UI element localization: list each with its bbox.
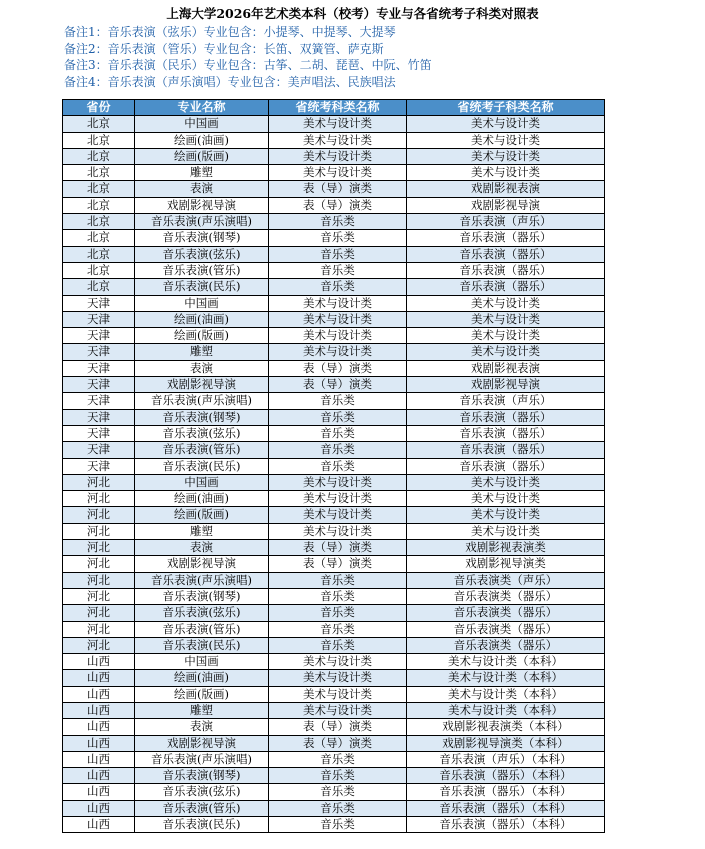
cell-exam-subcategory: 音乐表演（声乐） [407, 214, 605, 230]
cell-province: 山西 [63, 686, 135, 702]
cell-exam-subcategory: 美术与设计类 [407, 491, 605, 507]
table-row [63, 474, 605, 490]
cell-exam-subcategory: 戏剧影视导演 [407, 197, 605, 213]
cell-exam-subcategory: 美术与设计类 [407, 507, 605, 523]
cell-exam-subcategory: 戏剧影视表演类 [407, 540, 605, 556]
cell-province: 北京 [63, 214, 135, 230]
cell-exam-subcategory: 美术与设计类 [407, 523, 605, 539]
cell-exam-category: 音乐类 [269, 572, 407, 588]
cell-exam-category: 音乐类 [269, 588, 407, 604]
table-row [63, 768, 605, 784]
table-row [63, 132, 605, 148]
cell-exam-subcategory: 音乐表演（器乐） [407, 409, 605, 425]
cell-major: 音乐表演(钢琴) [135, 409, 269, 425]
table-row [63, 311, 605, 327]
cell-province: 河北 [63, 491, 135, 507]
cell-exam-category: 音乐类 [269, 817, 407, 833]
cell-exam-subcategory: 音乐表演类（器乐） [407, 605, 605, 621]
cell-province: 山西 [63, 702, 135, 718]
cell-province: 天津 [63, 311, 135, 327]
cell-major: 中国画 [135, 654, 269, 670]
table-row [63, 817, 605, 833]
cell-exam-subcategory: 美术与设计类 [407, 148, 605, 164]
cell-exam-subcategory: 音乐表演类（器乐） [407, 588, 605, 604]
cell-major: 音乐表演(弦乐) [135, 425, 269, 441]
table-row [63, 686, 605, 702]
cell-exam-category: 表（导）演类 [269, 556, 407, 572]
table-row [63, 181, 605, 197]
cell-exam-category: 音乐类 [269, 800, 407, 816]
cell-exam-subcategory: 戏剧影视表演 [407, 360, 605, 376]
cell-province: 天津 [63, 344, 135, 360]
table-row [63, 654, 605, 670]
cell-exam-category: 美术与设计类 [269, 148, 407, 164]
cell-major: 戏剧影视导演 [135, 197, 269, 213]
cell-exam-subcategory: 戏剧影视导演 [407, 377, 605, 393]
cell-exam-category: 音乐类 [269, 605, 407, 621]
table-row [63, 148, 605, 164]
cell-exam-category: 美术与设计类 [269, 311, 407, 327]
table-row [63, 556, 605, 572]
table-row [63, 491, 605, 507]
cell-exam-subcategory: 音乐表演（器乐） [407, 279, 605, 295]
table-row [63, 523, 605, 539]
cell-province: 北京 [63, 148, 135, 164]
cell-exam-category: 美术与设计类 [269, 116, 407, 132]
table-header [63, 100, 605, 116]
cell-province: 天津 [63, 360, 135, 376]
column-header-province: 省份 [63, 100, 135, 116]
cell-province: 山西 [63, 784, 135, 800]
cell-province: 北京 [63, 230, 135, 246]
cell-exam-subcategory: 音乐表演类（器乐） [407, 637, 605, 653]
cell-exam-category: 表（导）演类 [269, 377, 407, 393]
cell-exam-category: 美术与设计类 [269, 702, 407, 718]
column-header-exam-category: 省统考科类名称 [269, 100, 407, 116]
cell-major: 音乐表演(声乐演唱) [135, 572, 269, 588]
document-title: 上海大学2026年艺术类本科（校考）专业与各省统考子科类对照表 [166, 6, 539, 21]
table-row [63, 262, 605, 278]
cell-exam-subcategory: 戏剧影视导演类（本科） [407, 735, 605, 751]
table-row [63, 605, 605, 621]
cell-province: 北京 [63, 165, 135, 181]
note-line: 备注1：音乐表演（弦乐）专业包含：小提琴、中提琴、大提琴 [64, 25, 396, 39]
cell-exam-subcategory: 美术与设计类（本科） [407, 702, 605, 718]
table-row [63, 197, 605, 213]
cell-exam-category: 音乐类 [269, 279, 407, 295]
cell-exam-category: 美术与设计类 [269, 165, 407, 181]
cell-exam-subcategory: 美术与设计类（本科） [407, 654, 605, 670]
cell-exam-category: 表（导）演类 [269, 735, 407, 751]
cell-exam-subcategory: 音乐表演（器乐） [407, 425, 605, 441]
table-row [63, 670, 605, 686]
cell-major: 绘画(版画) [135, 686, 269, 702]
cell-major: 音乐表演(管乐) [135, 621, 269, 637]
note-line: 备注4：音乐表演（声乐演唱）专业包含：美声唱法、民族唱法 [64, 74, 396, 89]
cell-major: 戏剧影视导演 [135, 735, 269, 751]
cell-major: 音乐表演(弦乐) [135, 784, 269, 800]
cell-exam-subcategory: 音乐表演（器乐） [407, 458, 605, 474]
cell-exam-subcategory: 音乐表演（声乐）（本科） [407, 751, 605, 767]
cell-province: 河北 [63, 523, 135, 539]
cell-major: 雕塑 [135, 702, 269, 718]
cell-exam-category: 美术与设计类 [269, 507, 407, 523]
cell-exam-subcategory: 音乐表演类（器乐） [407, 621, 605, 637]
cell-major: 音乐表演(民乐) [135, 637, 269, 653]
cell-exam-category: 音乐类 [269, 409, 407, 425]
table-row [63, 719, 605, 735]
cell-major: 中国画 [135, 295, 269, 311]
cell-province: 山西 [63, 800, 135, 816]
cell-province: 山西 [63, 751, 135, 767]
cell-major: 绘画(油画) [135, 670, 269, 686]
cell-province: 天津 [63, 409, 135, 425]
cell-exam-subcategory: 美术与设计类 [407, 132, 605, 148]
cell-province: 北京 [63, 197, 135, 213]
cell-major: 绘画(版画) [135, 328, 269, 344]
cell-exam-category: 表（导）演类 [269, 719, 407, 735]
cell-province: 山西 [63, 670, 135, 686]
cell-major: 中国画 [135, 474, 269, 490]
table-row [63, 116, 605, 132]
cell-exam-category: 美术与设计类 [269, 523, 407, 539]
cell-exam-subcategory: 美术与设计类 [407, 311, 605, 327]
cell-exam-category: 美术与设计类 [269, 491, 407, 507]
cell-exam-subcategory: 美术与设计类 [407, 116, 605, 132]
cell-exam-subcategory: 戏剧影视导演类 [407, 556, 605, 572]
cell-exam-category: 音乐类 [269, 393, 407, 409]
table-row [63, 800, 605, 816]
cell-exam-category: 音乐类 [269, 425, 407, 441]
cell-exam-category: 音乐类 [269, 246, 407, 262]
cell-province: 山西 [63, 817, 135, 833]
cell-major: 音乐表演(钢琴) [135, 588, 269, 604]
cell-exam-category: 音乐类 [269, 262, 407, 278]
cell-province: 河北 [63, 474, 135, 490]
table-row [63, 230, 605, 246]
cell-exam-subcategory: 美术与设计类 [407, 328, 605, 344]
cell-major: 表演 [135, 719, 269, 735]
cell-major: 表演 [135, 540, 269, 556]
cell-exam-subcategory: 美术与设计类（本科） [407, 670, 605, 686]
table-row [63, 588, 605, 604]
cell-exam-subcategory: 音乐表演类（声乐） [407, 572, 605, 588]
table-row [63, 540, 605, 556]
table-row [63, 572, 605, 588]
table-row [63, 425, 605, 441]
table-body [63, 116, 605, 833]
cell-exam-subcategory: 音乐表演（器乐）（本科） [407, 817, 605, 833]
cell-exam-category: 表（导）演类 [269, 540, 407, 556]
table-row [63, 751, 605, 767]
table-row [63, 214, 605, 230]
cell-exam-subcategory: 音乐表演（器乐）（本科） [407, 784, 605, 800]
cell-major: 音乐表演(声乐演唱) [135, 214, 269, 230]
cell-province: 天津 [63, 442, 135, 458]
cell-exam-subcategory: 音乐表演（器乐） [407, 246, 605, 262]
cell-major: 音乐表演(弦乐) [135, 246, 269, 262]
table-row [63, 409, 605, 425]
cell-province: 河北 [63, 572, 135, 588]
cell-province: 河北 [63, 605, 135, 621]
cell-exam-category: 美术与设计类 [269, 344, 407, 360]
cell-major: 音乐表演(钢琴) [135, 768, 269, 784]
cell-exam-subcategory: 戏剧影视表演类（本科） [407, 719, 605, 735]
cell-province: 北京 [63, 262, 135, 278]
cell-major: 音乐表演(民乐) [135, 458, 269, 474]
note-line: 备注3：音乐表演（民乐）专业包含：古筝、二胡、琵琶、中阮、竹笛 [64, 58, 432, 72]
cell-major: 绘画(油画) [135, 311, 269, 327]
cell-exam-category: 美术与设计类 [269, 670, 407, 686]
mapping-table [62, 99, 605, 833]
cell-exam-subcategory: 音乐表演（器乐）（本科） [407, 768, 605, 784]
cell-exam-category: 音乐类 [269, 458, 407, 474]
table-row [63, 507, 605, 523]
cell-exam-category: 音乐类 [269, 784, 407, 800]
table-row [63, 621, 605, 637]
cell-major: 音乐表演(声乐演唱) [135, 751, 269, 767]
cell-province: 河北 [63, 540, 135, 556]
cell-major: 绘画(油画) [135, 491, 269, 507]
cell-exam-subcategory: 音乐表演（器乐） [407, 230, 605, 246]
cell-exam-subcategory: 音乐表演（器乐） [407, 442, 605, 458]
cell-province: 天津 [63, 393, 135, 409]
cell-exam-category: 音乐类 [269, 637, 407, 653]
table-row [63, 637, 605, 653]
cell-exam-category: 美术与设计类 [269, 295, 407, 311]
column-header-exam-subcategory: 省统考子科类名称 [407, 100, 605, 116]
table-row [63, 702, 605, 718]
cell-exam-subcategory: 美术与设计类 [407, 165, 605, 181]
cell-exam-category: 美术与设计类 [269, 654, 407, 670]
cell-major: 戏剧影视导演 [135, 377, 269, 393]
cell-exam-subcategory: 音乐表演（声乐） [407, 393, 605, 409]
cell-province: 山西 [63, 654, 135, 670]
cell-major: 音乐表演(民乐) [135, 279, 269, 295]
table-row [63, 246, 605, 262]
table-row [63, 784, 605, 800]
cell-exam-subcategory: 美术与设计类 [407, 474, 605, 490]
cell-exam-category: 表（导）演类 [269, 181, 407, 197]
table-row [63, 442, 605, 458]
cell-exam-category: 音乐类 [269, 768, 407, 784]
notes-block [64, 24, 432, 90]
cell-major: 绘画(版画) [135, 507, 269, 523]
cell-province: 山西 [63, 719, 135, 735]
table-row [63, 360, 605, 376]
cell-exam-subcategory: 美术与设计类 [407, 344, 605, 360]
cell-major: 音乐表演(声乐演唱) [135, 393, 269, 409]
table-row [63, 295, 605, 311]
cell-major: 绘画(油画) [135, 132, 269, 148]
cell-major: 表演 [135, 181, 269, 197]
cell-province: 河北 [63, 507, 135, 523]
cell-province: 山西 [63, 735, 135, 751]
table-row [63, 344, 605, 360]
cell-province: 天津 [63, 295, 135, 311]
cell-exam-subcategory: 美术与设计类 [407, 295, 605, 311]
table-row [63, 393, 605, 409]
cell-exam-category: 音乐类 [269, 214, 407, 230]
cell-province: 山西 [63, 768, 135, 784]
cell-province: 北京 [63, 279, 135, 295]
cell-major: 音乐表演(管乐) [135, 800, 269, 816]
table-row [63, 328, 605, 344]
cell-major: 中国画 [135, 116, 269, 132]
cell-province: 天津 [63, 425, 135, 441]
cell-province: 北京 [63, 181, 135, 197]
cell-exam-subcategory: 戏剧影视表演 [407, 181, 605, 197]
cell-province: 北京 [63, 246, 135, 262]
cell-exam-category: 表（导）演类 [269, 197, 407, 213]
table-row [63, 165, 605, 181]
cell-exam-category: 美术与设计类 [269, 132, 407, 148]
cell-exam-category: 美术与设计类 [269, 686, 407, 702]
table-row [63, 735, 605, 751]
cell-major: 音乐表演(民乐) [135, 817, 269, 833]
table-row [63, 279, 605, 295]
cell-exam-category: 音乐类 [269, 751, 407, 767]
cell-major: 雕塑 [135, 165, 269, 181]
cell-exam-subcategory: 音乐表演（器乐） [407, 262, 605, 278]
cell-major: 戏剧影视导演 [135, 556, 269, 572]
cell-exam-category: 表（导）演类 [269, 360, 407, 376]
cell-major: 音乐表演(钢琴) [135, 230, 269, 246]
table-row [63, 458, 605, 474]
cell-major: 雕塑 [135, 523, 269, 539]
note-line: 备注2：音乐表演（管乐）专业包含：长笛、双簧管、萨克斯 [64, 41, 384, 56]
cell-exam-subcategory: 音乐表演（器乐）（本科） [407, 800, 605, 816]
header-row [63, 100, 605, 116]
cell-province: 河北 [63, 556, 135, 572]
cell-exam-category: 音乐类 [269, 621, 407, 637]
cell-province: 河北 [63, 621, 135, 637]
cell-province: 河北 [63, 637, 135, 653]
cell-province: 天津 [63, 458, 135, 474]
column-header-major: 专业名称 [135, 100, 269, 116]
cell-major: 绘画(版画) [135, 148, 269, 164]
cell-province: 天津 [63, 328, 135, 344]
table-row [63, 377, 605, 393]
cell-exam-category: 音乐类 [269, 230, 407, 246]
cell-major: 表演 [135, 360, 269, 376]
cell-major: 音乐表演(管乐) [135, 442, 269, 458]
cell-major: 音乐表演(管乐) [135, 262, 269, 278]
cell-province: 河北 [63, 588, 135, 604]
cell-province: 天津 [63, 377, 135, 393]
cell-province: 北京 [63, 132, 135, 148]
cell-exam-category: 音乐类 [269, 442, 407, 458]
cell-exam-category: 美术与设计类 [269, 328, 407, 344]
cell-major: 雕塑 [135, 344, 269, 360]
cell-exam-category: 美术与设计类 [269, 474, 407, 490]
cell-exam-subcategory: 美术与设计类（本科） [407, 686, 605, 702]
cell-major: 音乐表演(弦乐) [135, 605, 269, 621]
cell-province: 北京 [63, 116, 135, 132]
